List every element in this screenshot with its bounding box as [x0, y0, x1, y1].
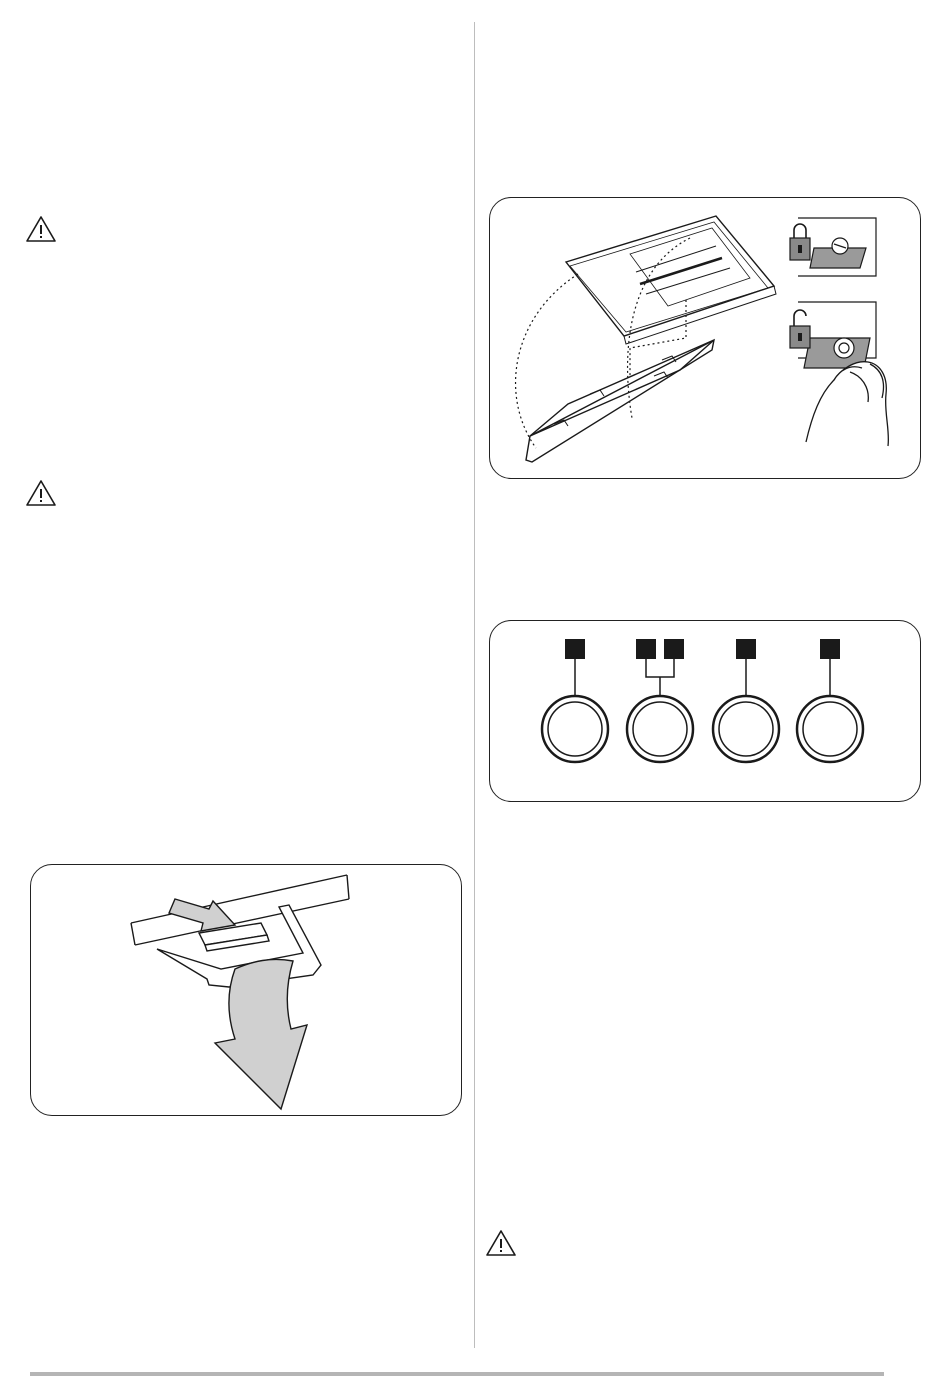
- label-markers: [565, 639, 840, 659]
- padlock-open-icon: [790, 310, 810, 348]
- grease-filter: [526, 340, 714, 462]
- press-arrow-icon: [169, 899, 235, 931]
- knob-label-marker: [820, 639, 840, 659]
- knob-label-marker: [736, 639, 756, 659]
- knob: [797, 696, 863, 762]
- leader-lines: [575, 659, 830, 697]
- knob: [713, 696, 779, 762]
- knob-label-marker: [565, 639, 585, 659]
- filter-removal-figure: [489, 197, 921, 479]
- warning-icon: [484, 1228, 518, 1258]
- knob: [542, 696, 608, 762]
- column-divider: [474, 22, 475, 1348]
- knob: [627, 696, 693, 762]
- warning-icon: [24, 214, 58, 244]
- hood-frame: [566, 216, 776, 344]
- knob-label-marker: [664, 639, 684, 659]
- knob-label-marker: [636, 639, 656, 659]
- rail-release-figure: [30, 864, 462, 1116]
- footer-rule: [30, 1372, 884, 1376]
- control-panel-figure: [489, 620, 921, 802]
- warning-icon: [24, 478, 58, 508]
- padlock-closed-icon: [790, 224, 810, 260]
- motion-path: [516, 238, 690, 448]
- hand-icon: [806, 362, 888, 446]
